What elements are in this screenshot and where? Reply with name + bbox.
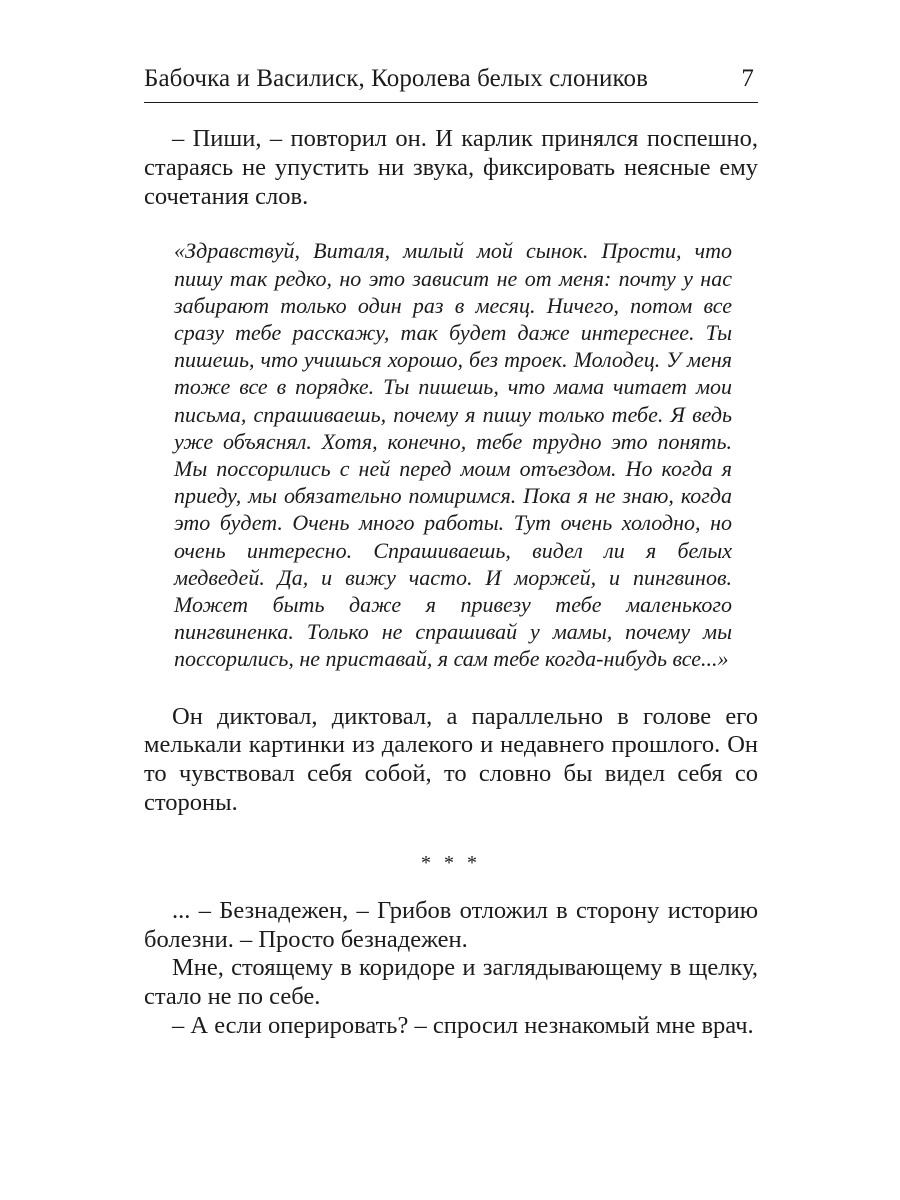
paragraph-dictation-start: – Пиши, – повторил он. И карлик принялся поспешно, стараясь не упустить ни звука, фиксировать неясные ему сочетания слов. [144,125,758,210]
running-title: Бабочка и Василиск, Королева белых слоников [144,65,648,92]
page-number: 7 [741,65,754,92]
body-text [144,125,758,1041]
paragraph-after-letter: Он диктовал, диктовал, а параллельно в голове его мелькали картинки из далекого и недавнего прошлого. Он то чувствовал себя собой, то словно бы видел себя со стороны. [144,702,758,817]
section-break: * * * [421,851,481,874]
paragraph-operate: – А если оперировать? – спросил незнакомый мне врач. [172,1012,754,1040]
paragraph-corridor: Мне, стоящему в коридоре и заглядывающему в щелку, стало не по себе. [144,954,758,1011]
paragraph-hopeless: ... – Безнадежен, – Грибов отложил в сторону историю болезни. – Просто безнадежен. [144,896,758,953]
letter-quote [174,237,732,672]
letter-text: «Здравствуй, Виталя, милый мой сынок. Прости, что пишу так редко, но это зависит не от меня: почту у нас забирают только один раз в месяц. Ничего, потом все сразу тебе расскажу, так будет даже интереснее. Ты пишешь, что учишься хорошо, без троек. Молодец. У меня тоже все в порядке. Ты пишешь, что мама читает мои письма, спрашиваешь, почему я пишу только тебе. Я ведь уже объяснял. Хотя, конечно, тебе трудно это понять. Мы поссорились с ней перед моим отъездом. Но когда я приеду, мы обязательно помиримся. Пока я не знаю, когда это будет. Очень много работы. Тут очень холодно, но очень интересно. Спрашиваешь, видел ли я белых медведей. Да, и вижу часто. И моржей, и пингвинов. Может быть даже я привезу тебе маленького пингвиненка. Только не спрашивай у мамы, почему мы поссорились, не приставай, я сам тебе когда-нибудь все...» [174,238,732,672]
book-page [144,64,758,1041]
running-head [144,64,758,103]
